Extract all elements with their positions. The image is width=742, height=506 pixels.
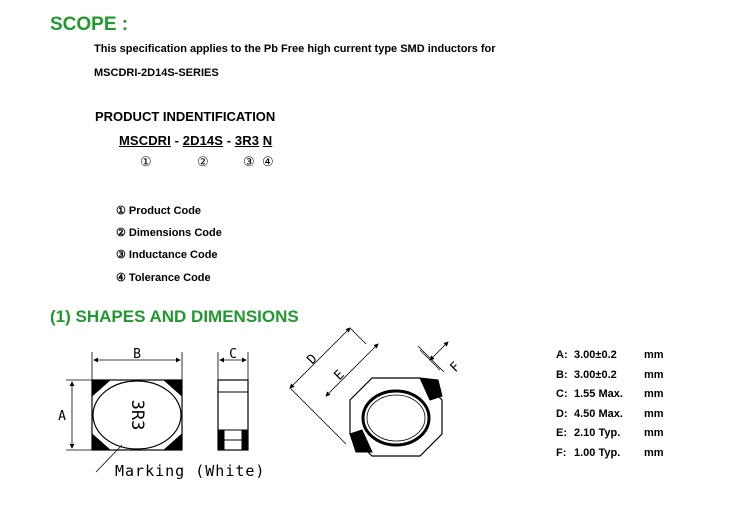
part-separator: - bbox=[226, 133, 232, 148]
spec-value: 1.55 Max. bbox=[574, 388, 623, 400]
part-code-3: 3R3 bbox=[234, 133, 260, 148]
marking-note: Marking (White) bbox=[115, 462, 266, 480]
scope-line-2: MSCDRI-2D14S-SERIES bbox=[94, 67, 219, 79]
spec-value: 3.00±0.2 bbox=[574, 349, 617, 361]
spec-unit: mm bbox=[644, 388, 664, 400]
dimensions-heading: (1) SHAPES AND DIMENSIONS bbox=[50, 307, 299, 326]
spec-label: B: bbox=[556, 368, 568, 381]
spec-row-e bbox=[556, 427, 736, 447]
spec-value: 1.00 Typ. bbox=[574, 446, 621, 459]
scope-title: SCOPE : bbox=[50, 14, 129, 35]
spec-row-c bbox=[556, 388, 736, 408]
spec-value: 2.10 Typ. bbox=[574, 427, 621, 439]
spec-row-b bbox=[556, 369, 736, 389]
identification-heading: PRODUCT INDENTIFICATION bbox=[95, 109, 276, 124]
scope-line-1: This specification applies to the Pb Free high current type SMD inductors for bbox=[94, 43, 496, 55]
part-separator: - bbox=[174, 133, 180, 148]
legend-item-4: ④ Tolerance Code bbox=[116, 272, 211, 284]
spec-unit: mm bbox=[644, 349, 664, 361]
part-code-4: N bbox=[262, 133, 273, 148]
spec-list bbox=[556, 349, 736, 466]
dim-label-c: C bbox=[229, 347, 237, 362]
part-number-marker-3: ③ bbox=[243, 154, 255, 169]
spec-label: E: bbox=[556, 427, 567, 439]
spec-label: C: bbox=[556, 388, 568, 400]
side-view bbox=[218, 352, 248, 450]
legend-item-2: ② Dimensions Code bbox=[116, 227, 222, 239]
part-number-marker-4: ④ bbox=[262, 154, 274, 169]
spec-row-a bbox=[556, 349, 736, 369]
legend-item-3: ③ Inductance Code bbox=[116, 249, 218, 261]
spec-unit: mm bbox=[644, 407, 664, 420]
part-code-1: MSCDRI bbox=[119, 133, 171, 148]
spec-label: D: bbox=[556, 407, 568, 420]
dim-label-f: F bbox=[447, 359, 464, 376]
dim-label-b: B bbox=[133, 347, 141, 362]
spec-row-f bbox=[556, 447, 736, 467]
dim-label-e: E bbox=[331, 367, 348, 384]
part-number-marker-1: ① bbox=[140, 154, 152, 169]
spec-unit: mm bbox=[644, 368, 664, 381]
legend-item-1: ① Product Code bbox=[116, 205, 202, 217]
spec-unit: mm bbox=[644, 446, 664, 459]
dim-label-a: A bbox=[58, 409, 66, 424]
marking-text: 3R3 bbox=[127, 399, 147, 431]
spec-value: 3.00±0.2 bbox=[574, 368, 617, 381]
spec-row-d bbox=[556, 408, 736, 428]
spec-label: A: bbox=[556, 349, 568, 361]
part-code-2: 2D14S bbox=[182, 133, 224, 148]
spec-label: F: bbox=[556, 446, 567, 459]
part-number-marker-2: ② bbox=[197, 154, 209, 169]
spec-unit: mm bbox=[644, 427, 664, 439]
pad-view bbox=[290, 328, 448, 456]
spec-value: 4.50 Max. bbox=[574, 407, 623, 420]
dim-label-d: D bbox=[304, 351, 321, 368]
top-view bbox=[66, 352, 182, 472]
